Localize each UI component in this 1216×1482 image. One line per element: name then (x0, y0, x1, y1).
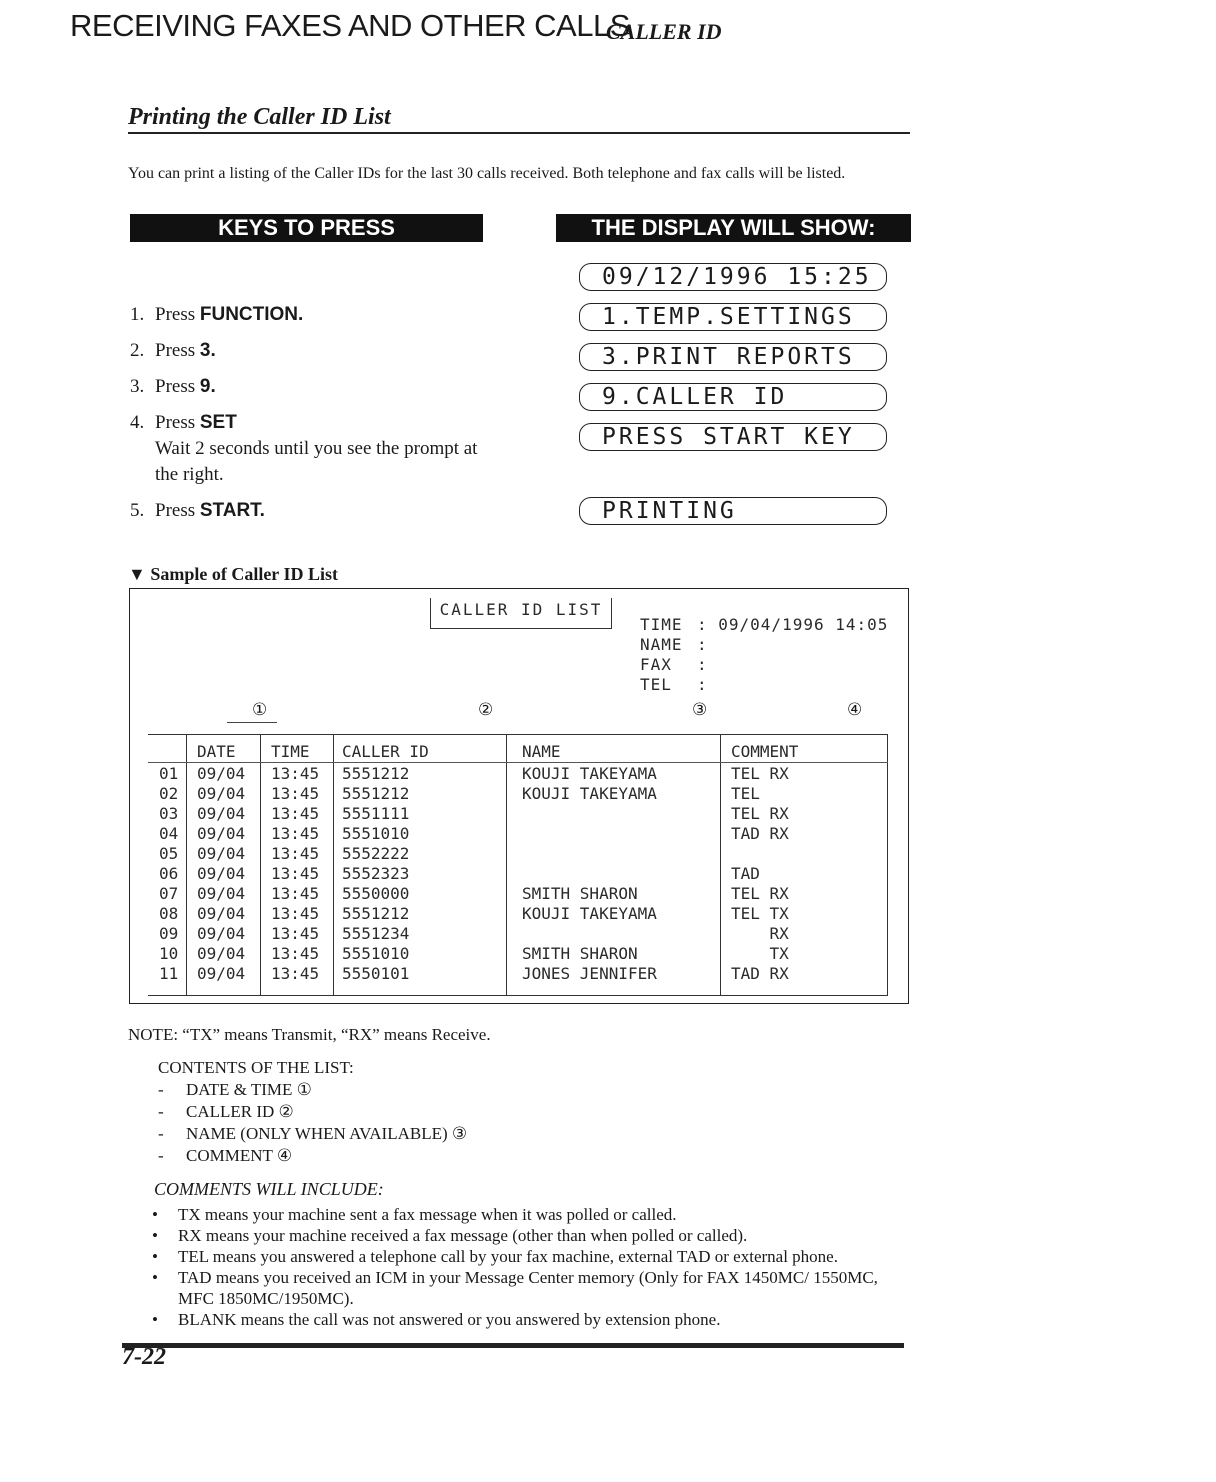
cell-comment: TEL RX (731, 804, 789, 823)
cell-time: 13:45 (271, 764, 320, 783)
list-item: - DATE & TIME ① (158, 1080, 312, 1099)
cell-time: 13:45 (271, 824, 320, 843)
comments-list (152, 1204, 912, 1330)
cell-comment: TAD RX (731, 964, 789, 983)
cell-name: SMITH SHARON (522, 884, 638, 903)
step-number: 2. (130, 340, 145, 361)
meta-values (697, 615, 888, 695)
cell-time: 13:45 (271, 804, 320, 823)
cell-comment: TX (731, 944, 789, 963)
step-item (130, 302, 500, 328)
lcd-display-temp-settings: 1.TEMP.SETTINGS (579, 303, 887, 331)
header-divider (148, 762, 888, 763)
cell-time: 13:45 (271, 924, 320, 943)
step-prefix: Press (155, 500, 196, 521)
cell-name: JONES JENNIFER (522, 964, 657, 983)
sample-title: ▼ Sample of Caller ID List (128, 564, 338, 584)
cell-caller-id: 5552323 (342, 864, 410, 883)
column-header-date: DATE (197, 742, 236, 761)
step-number: 4. (130, 412, 145, 433)
cell-row-number: 04 (159, 824, 179, 843)
cell-time: 13:45 (271, 844, 320, 863)
lcd-display-press-start: PRESS START KEY (579, 423, 887, 451)
cell-date: 09/04 (197, 784, 246, 803)
cell-time: 13:45 (271, 964, 320, 983)
list-item: • RX means your machine received a fax message (other than when polled or called). (152, 1226, 748, 1245)
cell-row-number: 10 (159, 944, 179, 963)
cell-comment: TEL RX (731, 764, 789, 783)
cell-caller-id: 5551234 (342, 924, 410, 943)
cell-row-number: 08 (159, 904, 179, 923)
column-divider (506, 734, 507, 996)
cell-comment: RX (731, 924, 789, 943)
cell-row-number: 03 (159, 804, 179, 823)
cell-date: 09/04 (197, 944, 246, 963)
cell-comment: TAD RX (731, 824, 789, 843)
marker-3: ③ (692, 700, 708, 719)
cell-comment: TAD (731, 864, 760, 883)
cell-date: 09/04 (197, 804, 246, 823)
step-key: START. (199, 500, 265, 521)
keys-to-press-banner: KEYS TO PRESS (130, 214, 483, 242)
step-key: 3. (199, 340, 216, 361)
step-item (130, 498, 500, 524)
cell-caller-id: 5550101 (342, 964, 410, 983)
section-title: Printing the Caller ID List (128, 104, 391, 130)
cell-caller-id: 5552222 (342, 844, 410, 863)
cell-date: 09/04 (197, 884, 246, 903)
cell-caller-id: 5551010 (342, 944, 410, 963)
column-header-comment: COMMENT (731, 742, 799, 761)
list-item: - CALLER ID ② (158, 1102, 294, 1121)
cell-row-number: 11 (159, 964, 179, 983)
lcd-display-caller-id: 9.CALLER ID (579, 383, 887, 411)
contents-item: NAME (ONLY WHEN AVAILABLE) ③ (186, 1124, 468, 1143)
cell-caller-id: 5551212 (342, 904, 410, 923)
step-item (130, 338, 500, 364)
column-header-caller-id: CALLER ID (342, 742, 429, 761)
meta-time-label: TIME (640, 615, 683, 634)
cell-caller-id: 5551111 (342, 804, 410, 823)
cell-caller-id: 5550000 (342, 884, 410, 903)
marker-1: ① (252, 700, 268, 719)
column-header-time: TIME (271, 742, 310, 761)
cell-time: 13:45 (271, 904, 320, 923)
display-will-show-banner: THE DISPLAY WILL SHOW: (556, 214, 911, 242)
comment-item: BLANK means the call was not answered or you answered by extension phone. (178, 1310, 721, 1329)
cell-date: 09/04 (197, 824, 246, 843)
step-key: 9. (199, 376, 216, 397)
step-description: Wait 2 seconds until you see the prompt at the right. (155, 438, 478, 485)
column-divider (260, 734, 261, 996)
list-item: - NAME (ONLY WHEN AVAILABLE) ③ (158, 1124, 468, 1143)
cell-date: 09/04 (197, 864, 246, 883)
contents-item: DATE & TIME ① (186, 1080, 312, 1099)
cell-date: 09/04 (197, 904, 246, 923)
cell-name: KOUJI TAKEYAMA (522, 784, 657, 803)
cell-comment: TEL TX (731, 904, 789, 923)
contents-item: COMMENT ④ (186, 1146, 293, 1165)
page-header-title: RECEIVING FAXES AND OTHER CALLS (70, 8, 630, 43)
cell-caller-id: 5551212 (342, 764, 410, 783)
cell-row-number: 02 (159, 784, 179, 803)
cell-date: 09/04 (197, 764, 246, 783)
contents-section (158, 1057, 467, 1167)
cell-date: 09/04 (197, 924, 246, 943)
meta-tel-label: TEL (640, 675, 672, 694)
meta-time-value: : 09/04/1996 14:05 (697, 615, 889, 634)
cell-comment: TEL (731, 784, 760, 803)
comment-item: TAD means you received an ICM in your Message Center memory (Only for FAX 1450MC/ 1550MC, MFC 1850MC/1950MC). (178, 1268, 878, 1308)
marker-4: ④ (847, 700, 863, 719)
cell-caller-id: 5551010 (342, 824, 410, 843)
cell-time: 13:45 (271, 944, 320, 963)
step-number: 5. (130, 500, 145, 521)
list-item: - COMMENT ④ (158, 1146, 293, 1165)
meta-name-label: NAME (640, 635, 683, 654)
caller-id-list-title: CALLER ID LIST (430, 598, 612, 629)
section-divider (128, 132, 910, 134)
cell-time: 13:45 (271, 864, 320, 883)
meta-tel-value: : (697, 675, 708, 694)
list-item: • TX means your machine sent a fax message when it was polled or called. (152, 1205, 677, 1224)
cell-time: 13:45 (271, 884, 320, 903)
meta-fax-label: FAX (640, 655, 672, 674)
cell-caller-id: 5551212 (342, 784, 410, 803)
cell-name: KOUJI TAKEYAMA (522, 904, 657, 923)
note-text: NOTE: “TX” means Transmit, “RX” means Receive. (128, 1025, 491, 1044)
step-prefix: Press (155, 304, 196, 325)
step-item (130, 374, 500, 400)
page-number: 7-22 (122, 1344, 166, 1370)
list-item: • TAD means you received an ICM in your Message Center memory (Only for FAX 1450MC/ 1550MC, MFC 1850MC/1950MC). (152, 1267, 912, 1309)
step-prefix: Press (155, 340, 196, 361)
contents-title: CONTENTS OF THE LIST: (158, 1058, 354, 1077)
step-number: 3. (130, 376, 145, 397)
intro-paragraph: You can print a listing of the Caller IDs for the last 30 calls received. Both telephone and fax calls will be listed. (128, 165, 846, 182)
list-item: • TEL means you answered a telephone call by your fax machine, external TAD or external phone. (152, 1247, 838, 1266)
comment-item: TX means your machine sent a fax message when it was polled or called. (178, 1205, 677, 1224)
meta-fax-value: : (697, 655, 708, 674)
step-key: SET (199, 412, 237, 433)
comment-item: RX means your machine received a fax message (other than when polled or called). (178, 1226, 748, 1245)
cell-time: 13:45 (271, 784, 320, 803)
lcd-display-print-reports: 3.PRINT REPORTS (579, 343, 887, 371)
cell-name: KOUJI TAKEYAMA (522, 764, 657, 783)
cell-row-number: 07 (159, 884, 179, 903)
column-divider (333, 734, 334, 996)
contents-item: CALLER ID ② (186, 1102, 294, 1121)
lcd-display-printing: PRINTING (579, 497, 887, 525)
step-prefix: Press (155, 376, 196, 397)
footer-rule (122, 1343, 904, 1348)
step-number: 1. (130, 304, 145, 325)
cell-comment: TEL RX (731, 884, 789, 903)
marker-bracket (227, 722, 277, 723)
cell-row-number: 09 (159, 924, 179, 943)
column-divider (720, 734, 721, 996)
page-header-subtitle: CALLER ID (606, 19, 722, 44)
list-item: • BLANK means the call was not answered or you answered by extension phone. (152, 1310, 721, 1329)
meta-labels (640, 615, 683, 695)
cell-date: 09/04 (197, 964, 246, 983)
cell-row-number: 01 (159, 764, 179, 783)
step-key: FUNCTION. (199, 304, 304, 325)
meta-name-value: : (697, 635, 708, 654)
step-prefix: Press (155, 412, 196, 433)
lcd-display-date: 09/12/1996 15:25 (579, 263, 887, 291)
marker-2: ② (478, 700, 494, 719)
cell-name: SMITH SHARON (522, 944, 638, 963)
column-divider (186, 734, 187, 996)
cell-row-number: 05 (159, 844, 179, 863)
comments-title: COMMENTS WILL INCLUDE: (154, 1179, 384, 1199)
step-list (130, 302, 500, 534)
cell-date: 09/04 (197, 844, 246, 863)
step-item (130, 410, 500, 488)
comment-item: TEL means you answered a telephone call by your fax machine, external TAD or external phone. (178, 1247, 838, 1266)
cell-row-number: 06 (159, 864, 179, 883)
column-header-name: NAME (522, 742, 561, 761)
